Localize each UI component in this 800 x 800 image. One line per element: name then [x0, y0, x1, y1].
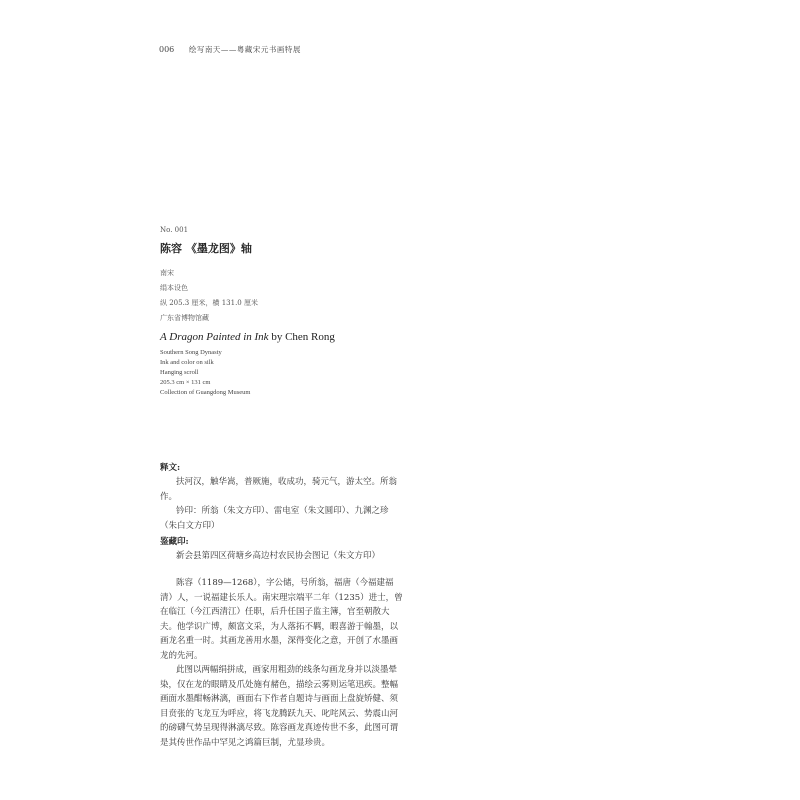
- en-meta-collection: Collection of Guangdong Museum: [160, 389, 251, 396]
- cn-meta-dynasty: 南宋: [160, 269, 174, 277]
- seal-line: 钤印：所翁（朱文方印）、雷电室（朱文圆印）、九渊之珍（朱白文方印）: [160, 506, 389, 531]
- description-paragraph: 此图以两幅绢拼成，画家用粗劲的线条勾画龙身并以淡墨晕染，仅在龙的眼睛及爪处施有赭色，描绘云雾则运笔迅疾。整幅画面水墨酣畅淋漓，画面右下作者自题诗与画面上盘旋矫健、须目贲张的飞龙互为呼应，将飞龙腾跃九天、叱咤风云、势震山河的磅礴气势呈现得淋漓尽致。陈容画龙真迹传世不多，此图可谓是其传世作品中罕见之鸿篇巨制，尤显珍贵。: [160, 665, 399, 748]
- en-meta-size: 205.3 cm × 131 cm: [160, 379, 211, 386]
- inscription-heading: 释文:: [160, 463, 181, 473]
- catalog-entry: [160, 226, 460, 326]
- inscription-text: [160, 475, 404, 533]
- english-title-rest: by Chen Rong: [268, 331, 335, 343]
- collector-seal-heading: 鉴藏印:: [160, 537, 189, 547]
- cn-meta-size: 纵 205.3 厘米，横 131.0 厘米: [160, 299, 258, 307]
- english-title-italic: A Dragon Painted in Ink: [160, 331, 269, 343]
- book-title: 绘写南天——粤藏宋元书画特展: [188, 45, 301, 54]
- entry-number: No. 001: [160, 226, 189, 234]
- biography: [160, 576, 404, 750]
- collector-seal-text: [160, 549, 404, 564]
- page-number: 006: [159, 45, 175, 54]
- cn-meta-medium: 绢本设色: [160, 284, 188, 292]
- en-meta-dynasty: Southern Song Dynasty: [160, 349, 222, 356]
- chinese-title: 陈容 《墨龙图》轴: [160, 242, 252, 255]
- collector-seal-line: 新会县第四区荷塘乡高边村农民协会图记（朱文方印）: [176, 551, 381, 561]
- chinese-meta: [160, 266, 460, 326]
- running-header: [159, 44, 301, 55]
- english-meta: [160, 348, 250, 398]
- biography-paragraph: 陈容（1189—1268），字公储，号所翁，福唐（今福建福清）人，一说福建长乐人。南宋理宗端平二年（1235）进士，曾在临江（今江西清江）任职，后升任国子监主簿，官至朝散大夫。他学识广博，颇富文采，为人落拓不羁，暇喜游于翰墨，以画龙名重一时。其画龙善用水墨，深得变化之意，开创了水墨画龙的先河。: [160, 578, 403, 661]
- english-title: [160, 331, 335, 343]
- en-meta-medium: Ink and color on silk: [160, 359, 214, 366]
- cn-meta-collection: 广东省博物馆藏: [160, 314, 209, 322]
- en-meta-format: Hanging scroll: [160, 369, 199, 376]
- inscription-line: 扶河汉，触华嵩，普厥施，收成功，骑元气，游太空。所翁作。: [160, 477, 398, 502]
